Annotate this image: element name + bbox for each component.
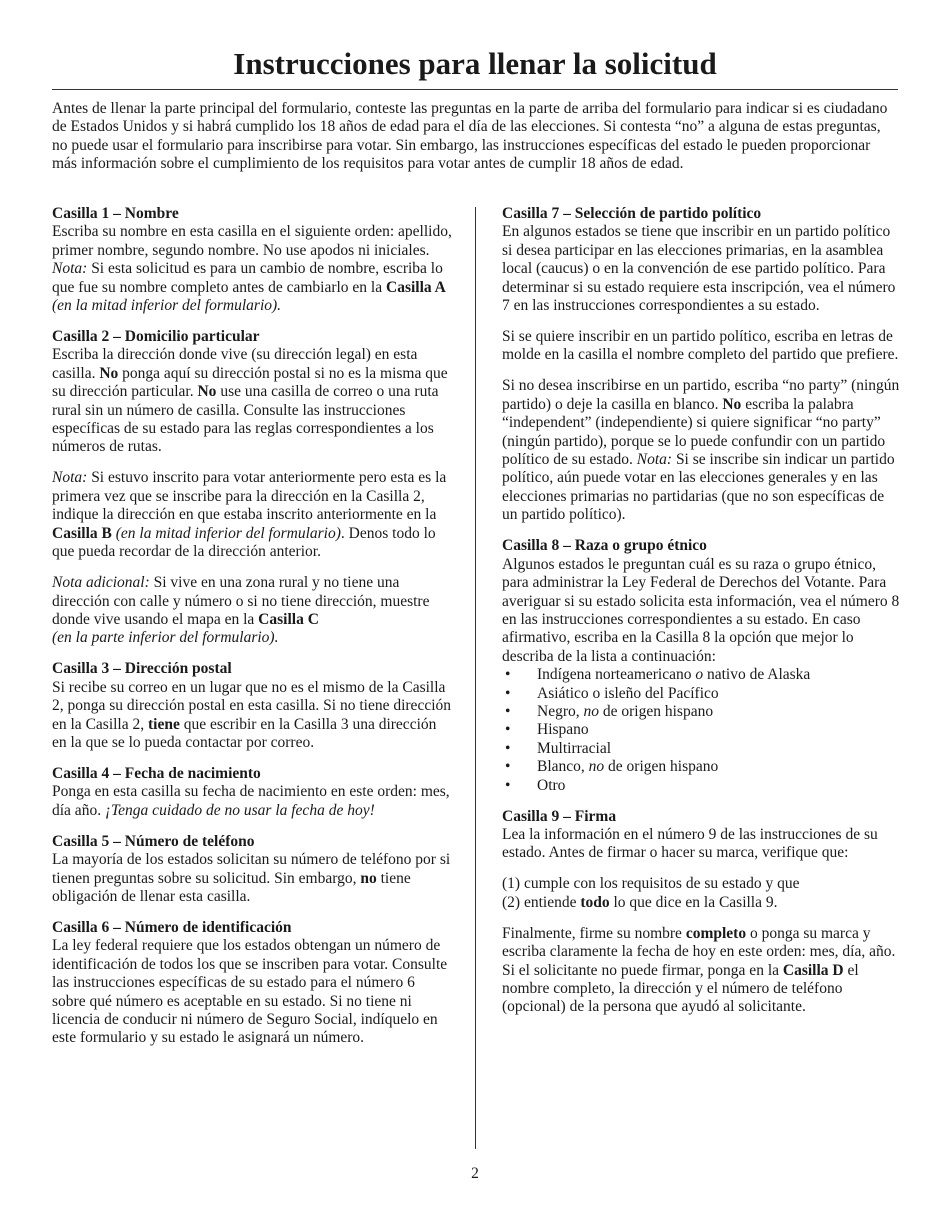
section-checklist (502, 875, 902, 912)
text-run: de origen hispano (604, 758, 719, 776)
text-run: lo que dice en la Casilla 9. (609, 893, 778, 911)
note-italic: (en la mitad inferior del formulario). (52, 297, 282, 315)
section-text: La ley federal requiere que los estados obtengan un número de identificación de todos los que se inscriben para votar. Consulte las instrucciones específicas de su estado para el número 6 sobre qué número es aceptable en su estado. Si no tiene ni licencia de conducir ni número de Seguro Social, indíquelo en este formulario y su estado le asignará un número. (52, 937, 448, 1047)
list-item (502, 666, 902, 684)
text-run: Si no desea inscribirse en un partido, escriba “no party” (ningún partido) o deje la casilla en blanco. (502, 377, 900, 413)
list-item: • Hispano (502, 721, 902, 739)
section-casilla-1 (52, 205, 452, 315)
list-item (502, 703, 902, 721)
text-run: Si se inscribe sin indicar un partido político, aún puede votar en las elecciones generales y en las elecciones primarias no partidarias (que no son específicas de un partido político). (502, 451, 895, 524)
section-heading: Casilla 7 – Selección de partido político (502, 205, 762, 222)
section-text: Si se quiere inscribir en un partido político, escriba en letras de molde en la casilla el nombre completo del partido que prefiere. (502, 328, 899, 364)
bold-run: Casilla D (782, 961, 844, 979)
section-note (52, 469, 452, 561)
section-note (52, 260, 452, 315)
section-casilla-2 (52, 328, 452, 648)
title-rule (52, 89, 898, 90)
section-text (502, 377, 902, 524)
bold-run: No (722, 395, 742, 413)
page-number: 2 (471, 1165, 479, 1182)
intro-paragraph: Antes de llenar la parte principal del formulario, conteste las preguntas en la parte de arriba del formulario para indicar si es ciudadano de Estados Unidos y si habrá cumplido los 18 años de edad para el día de las elecciones. Si contesta “no” a alguna de estas preguntas, no puede usar el formulario para inscribirse para votar. Sin embargo, las instrucciones específicas del estado le pueden proporcionar más información sobre el cumplimiento de los requisitos para votar antes de cumplir 18 años de edad. (52, 100, 888, 173)
bold-run: tiene (148, 715, 180, 733)
text-run: Indígena norteamericano (537, 666, 696, 684)
left-column (52, 205, 452, 1060)
text-run: Escriba la dirección donde vive (su dirección legal) en esta casilla. (52, 346, 418, 382)
text-run: use una casilla de correo o una ruta rural sin un número de casilla. Consulte las instrucciones específicas de su estado para las reglas correspondientes a los números de rutas. (52, 383, 439, 456)
note-label: Nota: (52, 469, 88, 487)
section-heading: Casilla 5 – Número de teléfono (52, 832, 255, 850)
section-heading: Casilla 1 – Nombre (52, 205, 179, 222)
page-title: Instrucciones para llenar la solicitud (233, 46, 717, 81)
section-text (502, 925, 902, 1017)
text-run: Negro, (537, 702, 584, 720)
bold-run: no (360, 869, 377, 887)
italic-run: no (583, 702, 599, 720)
bold-run: Casilla B (52, 524, 112, 542)
text-run: tiene obligación de llenar esta casilla. (52, 869, 411, 905)
bold-run: completo (685, 924, 747, 942)
section-text (52, 346, 452, 456)
text-run: escriba la palabra “independent” (independiente) si quiere significar “no party” (ningún partido), porque se lo puede confundir con un partido político de su estado. (502, 395, 886, 469)
text-run: (1) cumple con los requisitos de su estado y que (502, 875, 800, 893)
text-run: . Denos todo lo que pueda recordar de la dirección anterior. (52, 524, 436, 561)
bold-run: Casilla C (258, 610, 319, 628)
text-run: ponga aquí su dirección postal si no es la misma que su dirección particular. (52, 364, 448, 401)
column-divider (475, 207, 476, 1149)
section-casilla-7 (502, 205, 902, 525)
section-heading: Casilla 2 – Domicilio particular (52, 328, 260, 346)
text-run: Si recibe su correo en un lugar que no es el mismo de la Casilla 2, ponga su dirección postal en esta casilla. Si no tiene dirección en la Casilla 2, (52, 678, 452, 733)
text-run: Si vive en una zona rural y no tiene una dirección con calle y número o si no tiene dirección, muestre donde vive usando el mapa en la (52, 574, 430, 628)
section-text: Lea la información en el número 9 de las instrucciones de su estado. Antes de firmar o hacer su marca, verifique que: (502, 825, 878, 862)
right-column (502, 205, 902, 1029)
section-text (52, 851, 452, 906)
text-run: La mayoría de los estados solicitan su número de teléfono por si tienen preguntas sobre su solicitud. Sin embargo, (52, 851, 451, 887)
list-item (502, 758, 902, 776)
section-heading: Casilla 8 – Raza o grupo étnico (502, 537, 707, 555)
text-run: nativo de Alaska (703, 666, 811, 684)
text-run: (2) entiende (502, 893, 581, 911)
bold-run: todo (580, 893, 610, 911)
section-casilla-8 (502, 537, 902, 795)
text-run: de origen hispano (599, 702, 714, 720)
note-bold: Casilla A (386, 278, 446, 296)
section-text: Algunos estados le preguntan cuál es su raza o grupo étnico, para administrar la Ley Federal de Derechos del Votante. Para averiguar si su estado solicita esta información, vea el número 8 en las instrucciones correspondientes a su estado. En caso afirmativo, escriba en la Casilla 8 la opción que mejor lo describa de la lista a continuación: (502, 555, 900, 665)
section-casilla-3 (52, 660, 452, 752)
text-run: Si estuvo inscrito para votar anteriormente pero esta es la primera vez que se inscribe para la dirección en la Casilla 2, indique la dirección en que estaba inscrito anteriormente en la (52, 469, 447, 524)
text-run: que escribir en la Casilla 3 una dirección en la que se lo pueda contactar por correo. (52, 715, 437, 751)
text-run: Ponga en esta casilla su fecha de nacimiento en este orden: mes, día año. (52, 783, 450, 819)
note-label: Nota adicional: (52, 574, 150, 592)
italic-run: no (588, 758, 605, 776)
race-options-list (502, 666, 902, 795)
note-text: Si esta solicitud es para un cambio de nombre, escriba lo que fue su nombre completo antes de cambiarlo en la (52, 260, 443, 296)
section-casilla-6 (52, 919, 452, 1048)
note-label: Nota: (52, 260, 88, 278)
section-casilla-4 (52, 765, 452, 820)
section-text (52, 783, 452, 820)
section-heading: Casilla 3 – Dirección postal (52, 660, 232, 678)
bold-run: No (99, 364, 119, 382)
section-text (52, 679, 452, 753)
note-label: Nota: (636, 451, 673, 469)
list-item: • Otro (502, 777, 902, 795)
italic-run: o (695, 666, 704, 684)
list-item: • Multirracial (502, 740, 902, 758)
text-run: el nombre completo, la dirección y el número de teléfono (opcional) de la persona que ayudó al solicitante. (502, 961, 859, 1016)
section-casilla-9 (502, 808, 902, 1017)
text-run: Finalmente, firme su nombre (502, 924, 686, 942)
list-item: • Asiático o isleño del Pacífico (502, 685, 902, 703)
section-heading: Casilla 6 – Número de identificación (52, 918, 292, 936)
italic-run: (en la mitad inferior del formulario) (111, 524, 341, 542)
text-run: Blanco, (537, 758, 589, 776)
text-run: o ponga su marca y escriba claramente la fecha de hoy en este orden: mes, día, año. Si el solicitante no puede firmar, ponga en la (502, 924, 896, 979)
section-text: Escriba su nombre en esta casilla en el siguiente orden: apellido, primer nombre, segundo nombre. No use apodos ni iniciales. (52, 223, 452, 259)
section-text: En algunos estados se tiene que inscribir en un partido político si desea participar en las elecciones primarias, en la asamblea local (caucus) o en la convención de ese partido político. Para determinar si su estado requiere esta inscripción, vea el número 7 en las instrucciones correspondientes a su estado. (502, 223, 896, 315)
section-heading: Casilla 9 – Firma (502, 807, 617, 825)
section-casilla-5 (52, 833, 452, 907)
italic-run: ¡Tenga cuidado de no usar la fecha de hoy! (104, 801, 375, 819)
section-heading: Casilla 4 – Fecha de nacimiento (52, 764, 261, 782)
bold-run: No (197, 383, 217, 401)
italic-run: (en la parte inferior del formulario). (52, 629, 279, 647)
section-additional-note (52, 574, 452, 648)
